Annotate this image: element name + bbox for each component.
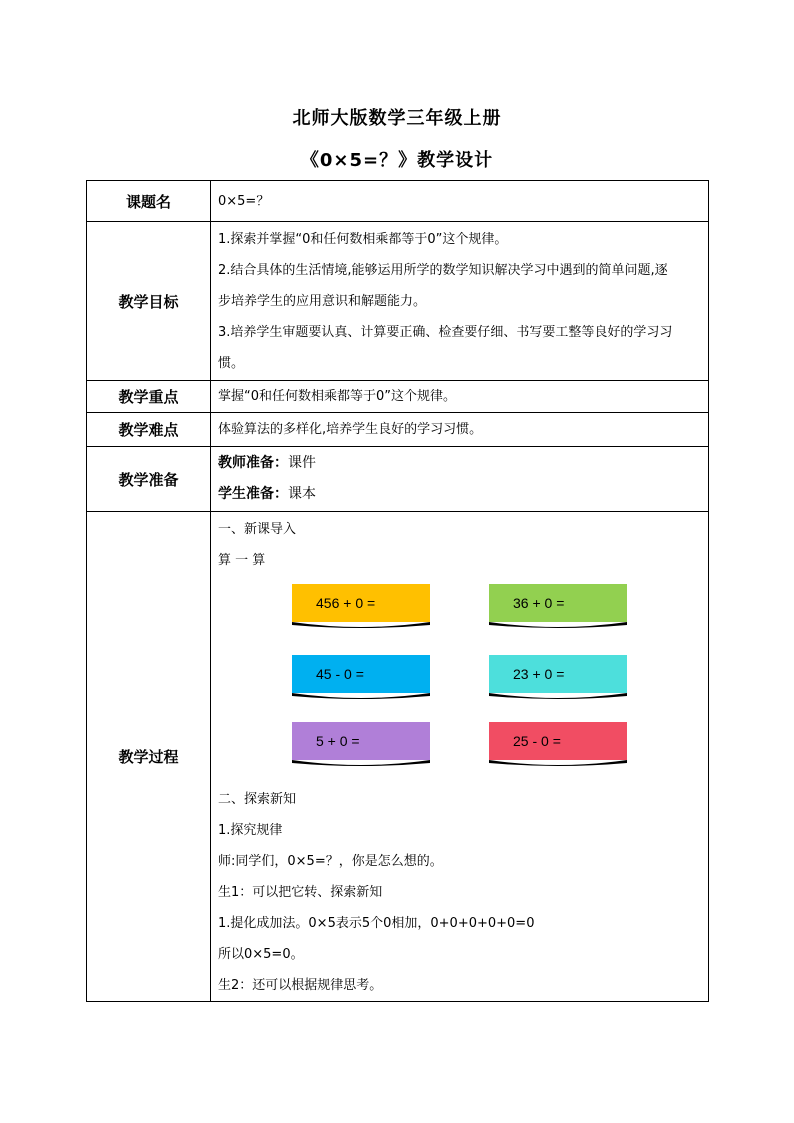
key-point-value: 掌握“0和任何数相乘都等于0”这个规律。: [211, 381, 709, 413]
card-curl-shadow: [489, 622, 627, 630]
card-curl-shadow: [292, 622, 430, 630]
calc-card: [489, 655, 627, 693]
preparation-cell: [211, 447, 709, 512]
process-line: 师:同学们，0×5=？，你是怎么想的。: [218, 854, 443, 869]
topic-label: 课题名: [87, 181, 211, 222]
goals-cell: [211, 222, 709, 381]
calc-card: [292, 655, 430, 693]
goal-line: 1.探索并掌握“0和任何数相乘都等于0”这个规律。: [218, 231, 508, 247]
calc-card: [489, 722, 627, 760]
document-title: 北师大版数学三年级上册: [292, 108, 502, 129]
goal-line: 2.结合具体的生活情境,能够运用所学的数学知识解决学习中遇到的简单问题,逐: [218, 262, 668, 278]
process-line: 1.探究规律: [218, 823, 283, 838]
process-line: 生1：可以把它转、探索新知: [218, 885, 383, 900]
goal-line: 步培养学生的应用意识和解题能力。: [218, 293, 427, 309]
student-prep-label: 学生准备：: [218, 486, 288, 502]
calc-card-text: 23 + 0 =: [513, 666, 565, 682]
calc-cards: [218, 576, 701, 784]
student-prep-value: 课本: [288, 486, 316, 502]
topic-value: 0×5=？: [211, 181, 709, 222]
teacher-prep-label: 教师准备：: [218, 455, 288, 471]
row-preparation: [87, 447, 709, 512]
process-line: 1.提化成加法。0×5表示5个0相加，0+0+0+0+0=0: [218, 916, 535, 931]
card-curl-shadow: [489, 760, 627, 768]
goal-line: 惯。: [218, 355, 245, 371]
calc-card-text: 456 + 0 =: [316, 595, 376, 611]
process-line: 生2：还可以根据规律思考。: [218, 978, 383, 993]
preparation-label: 教学准备: [87, 447, 211, 512]
calc-card-text: 5 + 0 =: [316, 733, 360, 749]
goals-label: 教学目标: [87, 222, 211, 381]
teacher-prep-value: 课件: [288, 455, 316, 471]
document-subtitle: 《0×5=？》教学设计: [300, 150, 494, 171]
card-curl-shadow: [292, 693, 430, 701]
calc-card: [292, 722, 430, 760]
row-key-point: [87, 381, 709, 413]
calc-card-text: 36 + 0 =: [513, 595, 565, 611]
intro-heading: 一、新课导入: [218, 522, 297, 537]
row-goals: [87, 222, 709, 381]
row-process: [87, 512, 709, 1002]
goal-line: 3.培养学生审题要认真、计算要正确、检查要仔细、书写要工整等良好的学习习: [218, 324, 673, 340]
row-difficulty: [87, 413, 709, 447]
process-line: 二、探索新知: [218, 792, 297, 807]
difficulty-label: 教学难点: [87, 413, 211, 447]
calc-card: [292, 584, 430, 622]
lesson-plan-table: [86, 180, 709, 1002]
process-cell: [211, 512, 709, 1002]
key-point-label: 教学重点: [87, 381, 211, 413]
student-prep: [218, 479, 701, 510]
calc-card-text: 45 - 0 =: [316, 666, 364, 682]
calc-card: [489, 584, 627, 622]
difficulty-value: 体验算法的多样化,培养学生良好的学习习惯。: [211, 413, 709, 447]
row-topic: [87, 181, 709, 222]
calc-card-text: 25 - 0 =: [513, 733, 561, 749]
teacher-prep: [218, 448, 701, 479]
process-line: 所以0×5=0。: [218, 947, 304, 962]
process-label: 教学过程: [87, 512, 211, 1002]
card-curl-shadow: [489, 693, 627, 701]
calc-heading: 算 一 算: [218, 553, 266, 568]
card-curl-shadow: [292, 760, 430, 768]
